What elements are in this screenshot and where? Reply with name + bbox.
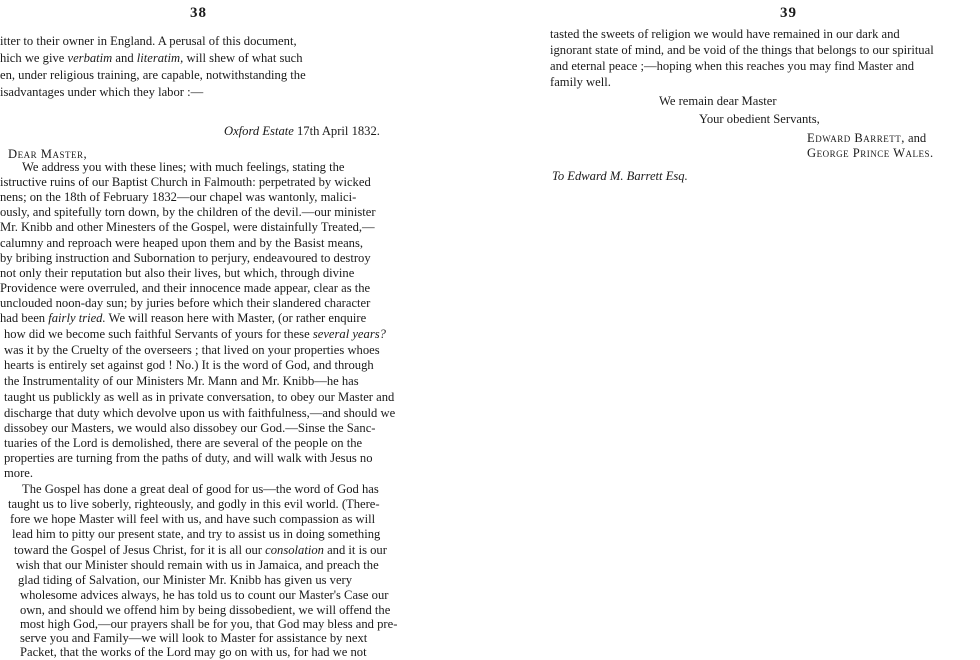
dateline-place: Oxford Estate — [224, 124, 294, 138]
text-line: lead him to pitty our present state, and try to assist us in doing something — [12, 527, 381, 541]
text-line: hearts is entirely set against god ! No.) It is the word of God, and through — [4, 358, 374, 372]
text-line: taught us to live soberly, righteously, and godly in this evil world. (There- — [8, 497, 380, 511]
text-line: the Instrumentality of our Ministers Mr. Mann and Mr. Knibb—he has — [4, 374, 359, 388]
text-line: family well. — [550, 75, 611, 89]
text-line: was it by the Cruelty of the overseers ; that lived on your properties whoes — [4, 343, 380, 357]
text-line: glad tiding of Salvation, our Minister Mr. Knibb has given us very — [18, 573, 353, 587]
text-line: discharge that duty which devolve upon us with faithfulness,—and should we — [4, 406, 396, 420]
text-line: itter to their owner in England. A perusal of this document, — [0, 34, 297, 48]
text-line: ignorant state of mind, and be void of the things that belongs to our spiritual — [550, 43, 934, 57]
text-segment: We will reason here with Master, (or rather enquire — [105, 311, 367, 325]
text-line: isadvantages under which they labor :— — [0, 85, 204, 99]
right-page — [540, 0, 980, 636]
italic-word: consolation — [265, 543, 324, 557]
text-line: en, under religious training, are capable, notwithstanding the — [0, 68, 306, 82]
text-line: by bribing instruction and Subornation to perjury, endeavoured to destroy — [0, 251, 371, 265]
italic-word: literatim, — [136, 51, 184, 65]
text-line: and eternal peace ;—hoping when this reaches you may find Master and — [550, 59, 915, 73]
text-segment: toward the Gospel of Jesus Christ, for it is all our — [14, 543, 266, 557]
dateline-date: 17th April 1832. — [293, 124, 380, 138]
text-line: nens; on the 18th of February 1832—our chapel was wantonly, malici- — [0, 190, 357, 204]
text-line: istructive ruins of our Baptist Church in Falmouth: perpetrated by wicked — [0, 175, 371, 189]
text-line — [14, 543, 387, 558]
text-line: properties are turning from the paths of duty, and will walk with Jesus no — [4, 451, 373, 465]
text-line: ously, and spitefully torn down, by the children of the devil.—our minister — [0, 205, 376, 219]
text-line — [4, 327, 386, 342]
text-line — [0, 311, 366, 326]
text-line: Providence were overruled, and their innocence made appear, clear as the — [0, 281, 371, 295]
signer-name: George Prince Wales. — [807, 146, 934, 160]
text-segment: and — [904, 131, 927, 145]
text-segment: and it is our — [323, 543, 387, 557]
text-line: dissobey our Masters, we would also dissobey our God.—Sinse the Sanc- — [4, 421, 376, 435]
text-line: tuaries of the Lord is demolished, there are several of the people on the — [4, 436, 363, 450]
text-line: The Gospel has done a great deal of good for us—the word of God has — [22, 482, 379, 496]
text-line: not only their reputation but also their lives, but which, through divine — [0, 266, 355, 280]
italic-word: verbatim — [67, 51, 113, 65]
text-line: Packet, that the works of the Lord may go on with us, for had we not — [20, 645, 367, 659]
text-segment: and — [112, 51, 137, 65]
dateline — [224, 124, 380, 139]
text-line: fore we hope Master will feel with us, and have such compassion as will — [10, 512, 376, 526]
italic-phrase: fairly tried. — [48, 311, 106, 325]
text-line: Mr. Knibb and other Minesters of the Gospel, were distainfully Treated,— — [0, 220, 375, 234]
closing-line: We remain dear Master — [659, 94, 777, 108]
address-line: To Edward M. Barrett Esq. — [552, 169, 688, 183]
text-line: tasted the sweets of religion we would have remained in our dark and — [550, 27, 900, 41]
text-segment: will shew of what such — [183, 51, 303, 65]
italic-phrase: several years? — [312, 327, 386, 341]
text-line: more. — [4, 466, 34, 480]
text-line: own, and should we offend him by being dissobedient, we will offend the — [20, 603, 391, 617]
text-line: wholesome advices always, he has told us to count our Master's Case our — [20, 588, 389, 602]
signer-name: Edward Barrett, — [807, 131, 905, 145]
left-page — [0, 0, 470, 659]
text-segment: hich we give — [0, 51, 68, 65]
text-segment: how did we become such faithful Servants of yours for these — [4, 327, 313, 341]
text-line: most high God,—our prayers shall be for you, that God may bless and pre- — [20, 617, 398, 631]
page-number: 39 — [780, 5, 797, 21]
closing-line: Your obedient Servants, — [699, 112, 820, 126]
text-line: unclouded noon-day sun; by juries before which their slandered character — [0, 296, 371, 310]
text-line: wish that our Minister should remain with us in Jamaica, and preach the — [16, 558, 379, 572]
page-number: 38 — [190, 5, 207, 21]
text-line: calumny and reproach were heaped upon them and by the Basist means, — [0, 236, 363, 250]
salutation: Dear Master, — [8, 147, 88, 161]
text-line: serve you and Family—we will look to Master for assistance by next — [20, 631, 368, 645]
text-segment: had been — [0, 311, 49, 325]
signature-line — [807, 131, 926, 146]
text-line — [0, 51, 303, 66]
text-line: We address you with these lines; with much feelings, stating the — [22, 160, 345, 174]
text-line: taught us publickly as well as in private conversation, to obey our Master and — [4, 390, 395, 404]
